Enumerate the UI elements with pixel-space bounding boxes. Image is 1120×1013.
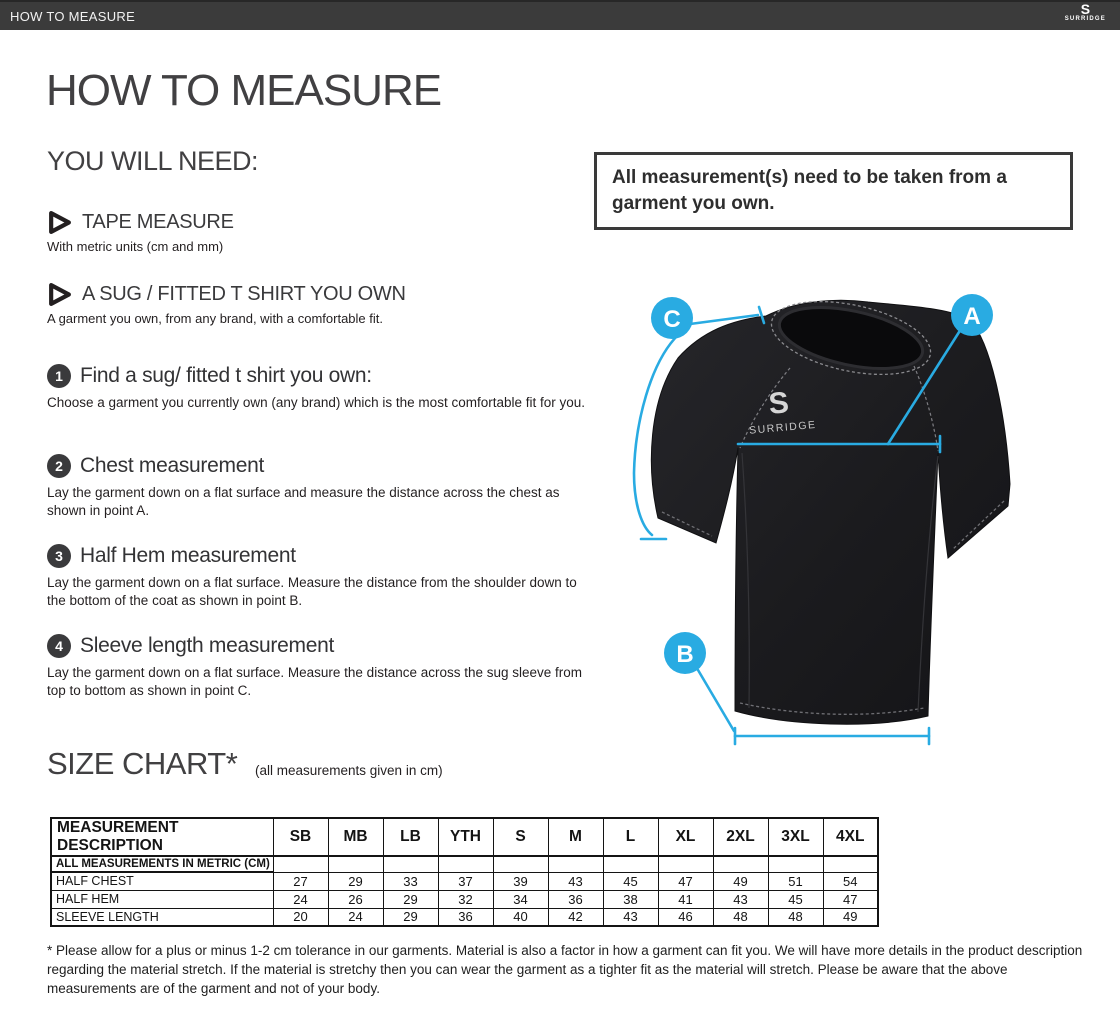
empty-cell <box>713 856 768 872</box>
step-4 <box>47 634 592 700</box>
size-column-header: MB <box>328 818 383 856</box>
measurement-value: 49 <box>713 872 768 890</box>
need-item-title: TAPE MEASURE <box>82 211 234 233</box>
label-b: B <box>676 641 694 668</box>
step-title: Half Hem measurement <box>80 544 296 567</box>
size-column-header: 3XL <box>768 818 823 856</box>
measurement-value: 40 <box>493 908 548 926</box>
size-chart-table <box>50 817 879 927</box>
measurement-value: 46 <box>658 908 713 926</box>
measurement-value: 43 <box>603 908 658 926</box>
step-description: Lay the garment down on a flat surface. Measure the distance from the shoulder down to the bottom of the coat as shown in point B. <box>47 575 577 608</box>
table-row <box>51 890 878 908</box>
step-description: Lay the garment down on a flat surface and measure the distance across the chest as shown in point A. <box>47 485 560 518</box>
size-column-header: SB <box>273 818 328 856</box>
metric-note-row <box>51 856 878 872</box>
size-chart-heading: SIZE CHART* <box>47 746 238 781</box>
step-title: Find a sug/ fitted t shirt you own: <box>80 364 372 387</box>
measurement-value: 26 <box>328 890 383 908</box>
surridge-logo-wordmark: SURRIDGE <box>1064 16 1106 22</box>
page-title: HOW TO MEASURE <box>46 66 442 115</box>
step-title: Chest measurement <box>80 454 264 477</box>
measurement-value: 24 <box>328 908 383 926</box>
footnote: * Please allow for a plus or minus 1-2 cm tolerance in our garments. Material is also a factor in how a garment can fit you. We will have more details in the product description regarding the material stretch. If the material is stretchy then you can wear the garment as a tighter fit as the material will stretch. Please be aware that the above measurements are of the garment and not of your body. <box>47 943 1083 996</box>
measurement-value: 32 <box>438 890 493 908</box>
measurement-value: 47 <box>823 890 878 908</box>
measurement-value: 51 <box>768 872 823 890</box>
measurement-value: 43 <box>548 872 603 890</box>
size-column-header: YTH <box>438 818 493 856</box>
step-number-badge: 4 <box>47 634 71 658</box>
step-description: Lay the garment down on a flat surface. Measure the distance across the sug sleeve from top to bottom as shown in point C. <box>47 665 583 698</box>
measurement-value: 27 <box>273 872 328 890</box>
empty-cell <box>658 856 713 872</box>
measurement-value: 54 <box>823 872 878 890</box>
size-column-header: 4XL <box>823 818 878 856</box>
measurement-value: 36 <box>438 908 493 926</box>
empty-cell <box>383 856 438 872</box>
measurement-value: 41 <box>658 890 713 908</box>
measurement-value: 29 <box>383 890 438 908</box>
need-item-tape-measure <box>47 210 587 254</box>
step-1 <box>47 364 592 412</box>
measurement-value: 36 <box>548 890 603 908</box>
surridge-logo <box>1065 3 1106 23</box>
triangle-bullet-icon <box>47 282 72 307</box>
size-column-header: LB <box>383 818 438 856</box>
step-2 <box>47 454 592 520</box>
size-column-header: L <box>603 818 658 856</box>
size-column-header: M <box>548 818 603 856</box>
measurement-value: 38 <box>603 890 658 908</box>
measurement-value: 43 <box>713 890 768 908</box>
size-column-header: XL <box>658 818 713 856</box>
shirt-graphic <box>651 289 1010 724</box>
shirt-logo-wordmark: SURRIDGE <box>748 418 817 437</box>
empty-cell <box>493 856 548 872</box>
size-column-header: 2XL <box>713 818 768 856</box>
label-c: C <box>663 306 681 333</box>
measurement-label: HALF HEM <box>51 890 273 908</box>
empty-cell <box>603 856 658 872</box>
measurement-value: 24 <box>273 890 328 908</box>
size-table-header-row <box>51 818 878 856</box>
triangle-bullet-icon <box>47 210 72 235</box>
size-column-header: S <box>493 818 548 856</box>
step-title: Sleeve length measurement <box>80 634 334 657</box>
measurement-value: 39 <box>493 872 548 890</box>
table-row <box>51 872 878 890</box>
step-number-badge: 1 <box>47 364 71 388</box>
empty-cell <box>823 856 878 872</box>
top-bar-title: HOW TO MEASURE <box>10 8 136 24</box>
measurement-value: 33 <box>383 872 438 890</box>
measurement-value: 49 <box>823 908 878 926</box>
shirt-logo-s: S <box>767 386 791 421</box>
need-item-fitted-tshirt <box>47 282 587 326</box>
size-chart-subheading: (all measurements given in cm) <box>255 763 443 778</box>
shirt-measurement-diagram <box>618 288 1088 768</box>
empty-cell <box>328 856 383 872</box>
you-will-need-heading: YOU WILL NEED: <box>47 146 259 176</box>
measurement-value: 45 <box>603 872 658 890</box>
step-number-badge: 3 <box>47 544 71 568</box>
size-table-body <box>51 856 878 926</box>
measurement-value: 29 <box>383 908 438 926</box>
measurement-value: 48 <box>768 908 823 926</box>
table-row <box>51 908 878 926</box>
need-item-title: A SUG / FITTED T SHIRT YOU OWN <box>82 283 406 305</box>
metric-note-cell: ALL MEASUREMENTS IN METRIC (CM) <box>51 856 273 872</box>
empty-cell <box>768 856 823 872</box>
description-column-header: MEASUREMENT DESCRIPTION <box>51 818 273 856</box>
step-number-badge: 2 <box>47 454 71 478</box>
top-bar <box>0 0 1120 30</box>
measurement-value: 20 <box>273 908 328 926</box>
empty-cell <box>548 856 603 872</box>
surridge-logo-s-icon: S <box>1080 1 1091 17</box>
measurement-value: 48 <box>713 908 768 926</box>
notice-box: All measurement(s) need to be taken from a garment you own. <box>594 152 1073 230</box>
measurement-value: 29 <box>328 872 383 890</box>
measurement-value: 37 <box>438 872 493 890</box>
label-a: A <box>963 303 981 330</box>
need-item-description: With metric units (cm and mm) <box>47 239 224 254</box>
empty-cell <box>273 856 328 872</box>
step-3 <box>47 544 592 610</box>
empty-cell <box>438 856 493 872</box>
measurement-label: SLEEVE LENGTH <box>51 908 273 926</box>
measurement-value: 45 <box>768 890 823 908</box>
need-item-description: A garment you own, from any brand, with a comfortable fit. <box>47 311 383 326</box>
measure-line-b-connector <box>698 670 734 731</box>
step-description: Choose a garment you currently own (any brand) which is the most comfortable fit for you. <box>47 395 585 410</box>
measurement-value: 47 <box>658 872 713 890</box>
measurement-value: 42 <box>548 908 603 926</box>
measurement-label: HALF CHEST <box>51 872 273 890</box>
measurement-value: 34 <box>493 890 548 908</box>
